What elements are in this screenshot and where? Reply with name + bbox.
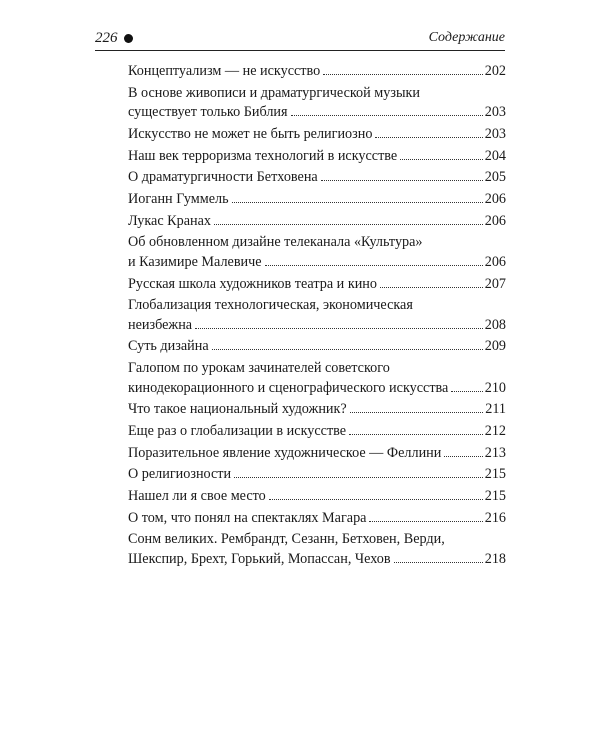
toc-entry-line [128,296,506,316]
toc-entry[interactable] [128,296,506,335]
dot-leader [444,456,482,457]
toc-entry-line [128,212,506,232]
toc-entry-line [128,487,506,507]
toc-entry-title: кинодекорационного и сценографического искусства [128,379,449,396]
toc-entry-line [128,422,506,442]
dot-leader [375,137,482,138]
toc-entry-line [128,400,506,420]
table-of-contents [128,62,506,572]
toc-entry[interactable] [128,62,506,82]
toc-entry-page: 206 [484,212,506,229]
toc-entry-line [128,84,506,104]
toc-entry-line [128,147,506,167]
toc-entry[interactable] [128,400,506,420]
toc-entry-title: О том, что понял на спектаклях Магара [128,509,367,526]
dot-leader [451,391,482,392]
page-header [95,28,505,51]
dot-leader [265,265,483,266]
toc-entry-title: Концептуализм — не искусство [128,63,321,79]
toc-entry-line [128,509,506,529]
toc-entry[interactable] [128,530,506,569]
toc-entry-page: 207 [484,275,506,292]
toc-entry-title: Поразительное явление художническое — Феллини [128,444,442,461]
toc-entry-title: Русская школа художников театра и кино [128,275,377,292]
toc-entry-title: Шекспир, Брехт, Горький, Мопассан, Чехов [128,550,391,567]
toc-entry[interactable] [128,233,506,272]
toc-entry-line [128,233,506,253]
toc-entry-page: 216 [484,509,506,526]
dot-leader [234,477,483,478]
dot-leader [232,202,483,203]
toc-entry-line [128,275,506,295]
toc-entry-page: 204 [484,147,506,164]
toc-entry-page: 210 [484,379,506,396]
toc-entry-page: 203 [484,125,506,142]
toc-entry-page: 208 [484,316,506,333]
toc-entry-line [128,444,506,464]
toc-entry-line [128,168,506,188]
toc-entry-page: 209 [484,338,506,355]
toc-entry-page: 203 [484,104,506,121]
toc-entry-title: Суть дизайна [128,338,209,355]
toc-entry-page: 212 [484,422,506,439]
toc-entry[interactable] [128,275,506,295]
toc-entry-line [128,125,506,145]
toc-entry-title: О драматургичности Бетховена [128,169,318,186]
toc-entry-page: 218 [484,550,506,567]
toc-entry-page: 205 [484,169,506,186]
dot-leader [269,499,483,500]
page-number-text: 226 [95,30,118,46]
toc-entry-page: 213 [484,444,506,461]
toc-entry-page: 202 [484,63,506,79]
dot-leader [349,434,483,435]
toc-entry-title: Искусство не может не быть религиозно [128,125,373,142]
toc-entry[interactable] [128,465,506,485]
toc-entry-title: Сонм великих. Рембрандт, Сезанн, Бетховен, Верди, [128,531,445,548]
toc-entry-title: неизбежна [128,316,193,333]
toc-entry-page: 215 [484,466,506,483]
dot-leader [350,412,484,413]
toc-entry-line [128,316,506,336]
toc-entry-title: Лукас Кранах [128,212,212,229]
toc-entry[interactable] [128,337,506,357]
toc-entry-title: Наш век терроризма технологий в искусстве [128,147,398,164]
toc-entry-title: В основе живописи и драматургической музыки [128,84,420,101]
toc-entry-page: 211 [485,401,506,418]
dot-leader [195,328,483,329]
toc-entry-title: Иоганн Гуммель [128,190,229,207]
toc-entry-line [128,337,506,357]
toc-entry-title: Что такое национальный художник? [128,401,347,418]
bullet-icon [124,34,133,43]
dot-leader [369,521,482,522]
running-title: Содержание [428,30,505,45]
toc-entry-title: Галопом по урокам зачинателей советского [128,360,390,377]
toc-entry-line [128,530,506,550]
dot-leader [291,115,483,116]
toc-entry[interactable] [128,168,506,188]
toc-entry[interactable] [128,359,506,398]
dot-leader [380,287,483,288]
toc-entry[interactable] [128,487,506,507]
toc-entry[interactable] [128,84,506,123]
toc-entry[interactable] [128,509,506,529]
toc-entry-page: 206 [484,190,506,207]
toc-entry-title: и Казимире Малевиче [128,253,262,270]
dot-leader [214,224,483,225]
toc-entry-line [128,550,506,570]
toc-entry-line [128,190,506,210]
toc-entry-page: 206 [484,253,506,270]
toc-entry-line [128,379,506,399]
toc-entry[interactable] [128,190,506,210]
toc-entry-title: Еще раз о глобализации в искусстве [128,422,347,439]
toc-entry-line [128,62,506,82]
page-number [95,30,133,47]
toc-entry[interactable] [128,212,506,232]
dot-leader [400,159,483,160]
toc-entry[interactable] [128,444,506,464]
toc-entry-title: О религиозности [128,466,232,483]
toc-entry-title: Об обновленном дизайне телеканала «Культура» [128,234,423,251]
toc-entry-page: 215 [484,488,506,504]
dot-leader [321,180,483,181]
toc-entry-title: существует только Библия [128,104,288,121]
dot-leader [212,349,483,350]
toc-entry-title: Глобализация технологическая, экономическая [128,297,413,314]
toc-entry-line [128,359,506,379]
toc-entry-line [128,103,506,123]
toc-entry[interactable] [128,422,506,442]
toc-entry-line [128,465,506,485]
toc-entry-line [128,253,506,273]
toc-entry[interactable] [128,125,506,145]
toc-entry-title: Нашел ли я свое место [128,488,266,504]
toc-entry[interactable] [128,147,506,167]
dot-leader [323,74,483,75]
dot-leader [394,562,483,563]
